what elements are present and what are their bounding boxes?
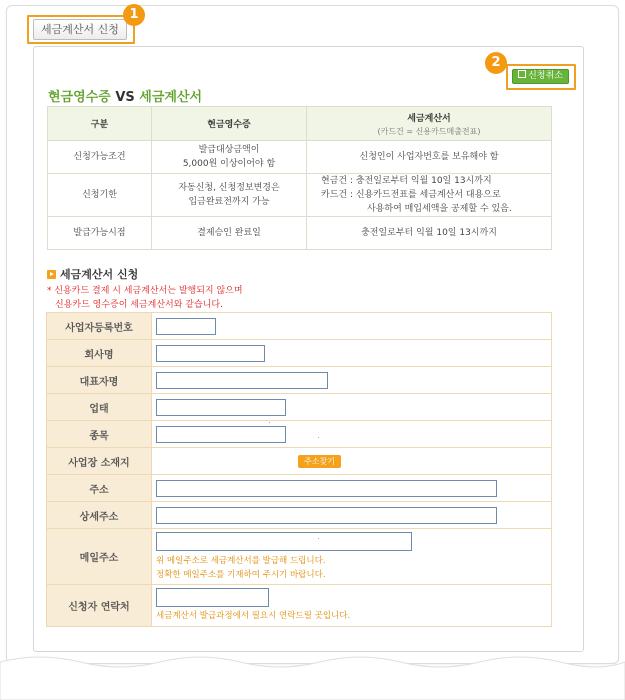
warning-line: * 신용카드 결제 시 세금계산서는 발행되지 않으며	[47, 286, 243, 296]
field-cell	[152, 585, 552, 627]
tax-invoice-header-note: (카드건 = 신용카드매출전표)	[377, 126, 481, 136]
label-address: 주소	[47, 475, 152, 502]
col-header-cash-receipt: 현금영수증	[152, 107, 307, 141]
comparison-heading	[48, 86, 202, 105]
comparison-table	[47, 106, 552, 250]
tax-cell	[307, 174, 552, 217]
label-biz-item: 종목	[47, 421, 152, 448]
cell-line: 발급대상금액이	[198, 145, 260, 155]
cancel-button-label: 신청취소	[528, 71, 563, 81]
heading-tax-invoice: 세금계산서	[139, 90, 203, 105]
label-company: 회사명	[47, 340, 152, 367]
arrow-bullet-icon	[47, 270, 56, 279]
field-cell	[152, 475, 552, 502]
torn-bottom-edge	[0, 650, 625, 700]
cell-line: 신청인이 사업자번호를 보유해야 함	[359, 152, 499, 162]
cell-line: 5,000원 이상이어야 함	[182, 159, 276, 169]
field-cell	[152, 529, 552, 585]
stray-dot	[318, 437, 319, 438]
step-marker-2: 2	[485, 52, 507, 74]
row-label: 신청가능조건	[48, 141, 152, 174]
cancel-icon	[518, 70, 526, 78]
tax-cell	[307, 141, 552, 174]
warning-line: 신용카드 영수증이 세금계산서와 같습니다.	[55, 300, 223, 310]
heading-cash-receipt: 현금영수증	[48, 90, 111, 105]
stray-dot	[318, 538, 319, 539]
tax-invoice-form	[46, 312, 552, 627]
label-biz-no: 사업자등록번호	[47, 313, 152, 340]
field-cell	[152, 367, 552, 394]
cash-cell	[152, 174, 307, 217]
field-cell	[152, 394, 552, 421]
table-row	[48, 141, 552, 174]
form-section-title	[47, 266, 138, 282]
row-label: 신청기한	[48, 174, 152, 217]
cell-line: 자동신청, 신청정보변경은	[178, 183, 280, 193]
cash-cell	[152, 217, 307, 250]
cell-line: 결제승인 완료일	[197, 228, 261, 238]
field-cell	[152, 313, 552, 340]
address-detail-input[interactable]	[156, 507, 497, 524]
label-address-detail: 상세주소	[47, 502, 152, 529]
field-cell	[152, 448, 552, 475]
email-input[interactable]	[156, 532, 412, 551]
tab-tax-invoice[interactable]: 세금계산서 신청	[33, 19, 127, 40]
form-section-title-text: 세금계산서 신청	[60, 268, 139, 281]
label-location: 사업장 소재지	[47, 448, 152, 475]
cell-line: 충전일로부터 익월 10일 13시까지	[361, 228, 497, 238]
field-cell	[152, 421, 552, 448]
tax-invoice-header-title: 세금계산서	[407, 113, 451, 124]
cell-line: 카드건 : 신용카드전표를 세금계산서 대용으로	[321, 190, 501, 200]
field-cell	[152, 340, 552, 367]
label-email: 메일주소	[47, 529, 152, 585]
heading-vs: VS	[110, 90, 140, 105]
card-payment-warning	[47, 284, 243, 312]
cell-line: 입금완료전까지 가능	[188, 197, 270, 207]
ceo-name-input[interactable]	[156, 372, 328, 389]
row-label: 발급가능시점	[48, 217, 152, 250]
cell-line: 현금건 : 충전일로부터 익월 10일 13시까지	[321, 176, 492, 186]
cell-line: 사용하여 매입세액을 공제할 수 있음.	[367, 204, 512, 214]
step-marker-1: 1	[123, 4, 145, 26]
find-address-button[interactable]: 주소찾기	[298, 455, 341, 468]
col-header-category: 구분	[48, 107, 152, 141]
biz-item-input[interactable]	[156, 426, 286, 443]
biz-type-input[interactable]	[156, 399, 286, 416]
cancel-application-button[interactable]	[512, 69, 569, 84]
highlight-box-1	[27, 15, 135, 44]
cash-cell	[152, 141, 307, 174]
company-input[interactable]	[156, 345, 265, 362]
table-row	[48, 217, 552, 250]
label-phone: 신청자 연락처	[47, 585, 152, 627]
email-note-2: 정확한 메일주소를 기재하여 주시기 바랍니다.	[156, 569, 326, 580]
email-note-1: 위 메일주소로 세금계산서를 발급해 드립니다.	[156, 555, 326, 566]
address-input[interactable]	[156, 480, 497, 497]
table-row	[48, 174, 552, 217]
phone-input[interactable]	[156, 588, 269, 607]
stray-dot	[269, 422, 270, 423]
biz-no-input[interactable]	[156, 318, 216, 335]
tax-cell	[307, 217, 552, 250]
phone-note: 세금계산서 발급과정에서 필요시 연락드릴 곳입니다.	[156, 611, 351, 621]
label-ceo: 대표자명	[47, 367, 152, 394]
label-biz-type: 업태	[47, 394, 152, 421]
col-header-tax-invoice	[307, 107, 552, 141]
field-cell	[152, 502, 552, 529]
